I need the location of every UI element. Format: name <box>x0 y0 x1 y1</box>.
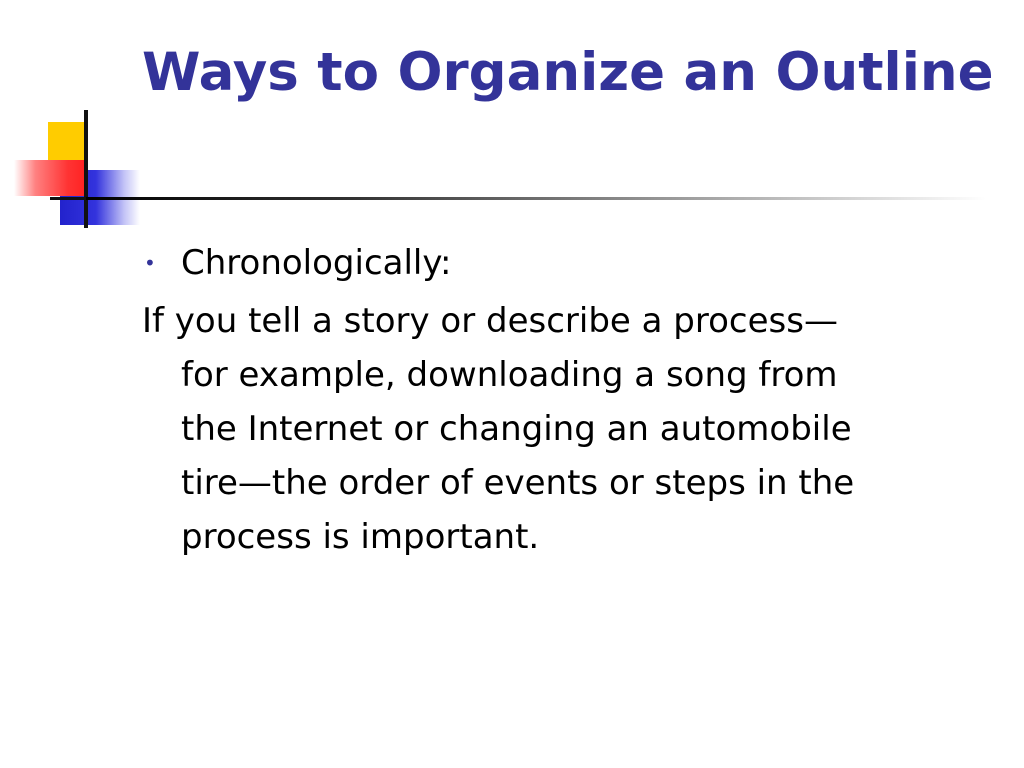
title-divider <box>86 197 986 200</box>
slide-title: Ways to Organize an Outline <box>142 42 994 103</box>
body-paragraph: If you tell a story or describe a process— for example, downloading a song from the Internet or changing an automobile tire—the order of events or steps in the process is important. <box>142 301 855 557</box>
red-square <box>14 160 86 196</box>
slide-body <box>142 236 1002 564</box>
corner-decoration <box>0 100 150 230</box>
vertical-line <box>84 110 88 228</box>
bullet-item <box>142 236 1002 290</box>
bullet-text: Chronologically: <box>181 243 452 283</box>
yellow-square <box>48 122 88 164</box>
bullet-icon: • <box>144 251 156 275</box>
